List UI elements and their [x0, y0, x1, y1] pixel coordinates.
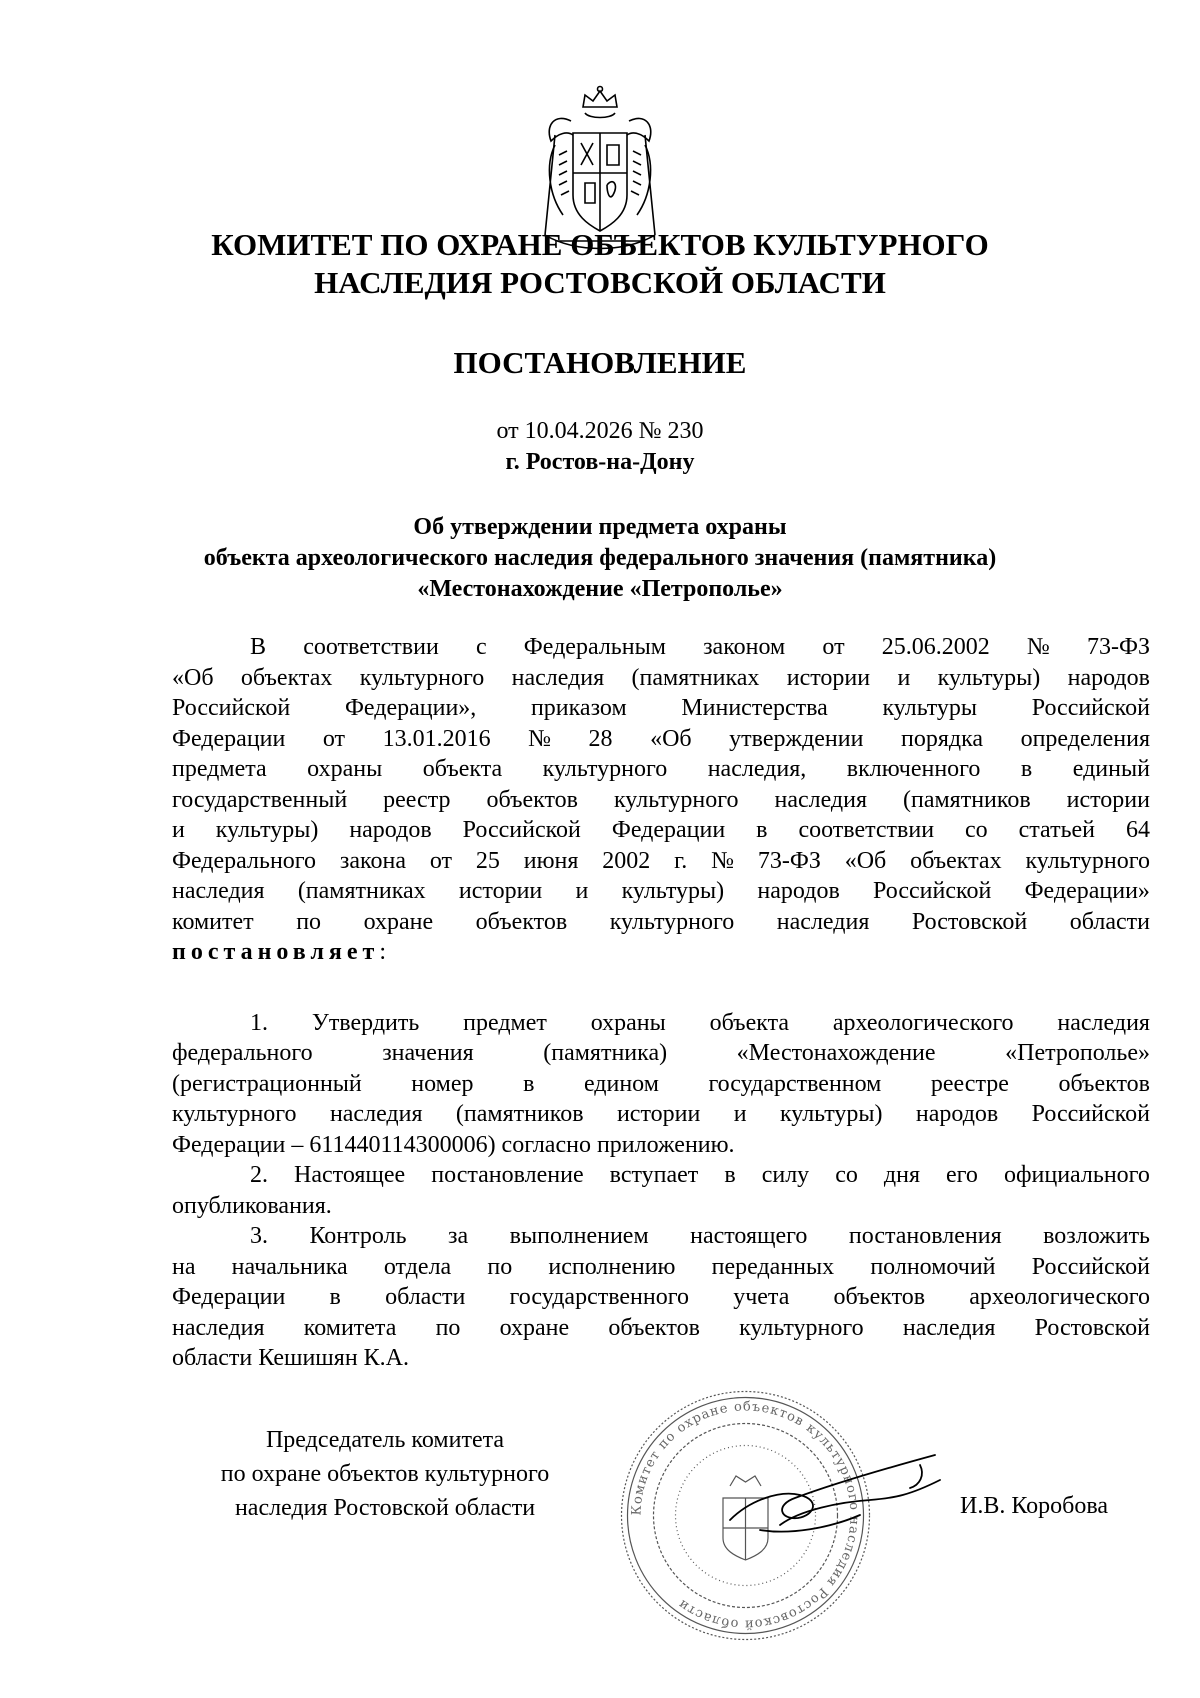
document-type: ПОСТАНОВЛЕНИЕ [453, 345, 747, 380]
seal-text: Комитет по охране объектов культурного наследия Ростовской области [629, 1399, 862, 1632]
text-line: Федерации от 13.01.2016 № 28 «Об утверждении порядка определения [172, 725, 1150, 752]
text-line: на начальника отдела по исполнению переданных полномочий Российской [172, 1253, 1150, 1280]
resolves-line [172, 937, 1150, 968]
preamble-paragraph [172, 632, 1150, 968]
text-line: государственный реестр объектов культурного наследия (памятников истории [172, 786, 1150, 813]
document-city: г. Ростов-на-Дону [505, 449, 695, 475]
text-line: (регистрационный номер в едином государственном реестре объектов [172, 1070, 1150, 1097]
document-date-number: от 10.04.2026 № 230 [496, 418, 704, 444]
signatory-title-line1: Председатель комитета [265, 1427, 505, 1453]
signatory-title [160, 1423, 610, 1525]
signatory-name: И.В. Коробова [960, 1493, 1109, 1519]
text-line: и культуры) народов Российской Федерации в соответствии со статьей 64 [172, 817, 1150, 843]
organization-name [0, 226, 1200, 302]
document-body [172, 632, 1150, 1374]
document-subject [0, 512, 1200, 605]
text-line: 3. Контроль за выполнением настоящего постановления возложить [250, 1223, 1150, 1249]
item-3-paragraph [172, 1221, 1150, 1374]
text-line: 1. Утвердить предмет охраны объекта археологического наследия [250, 1009, 1150, 1036]
item-1-paragraph [172, 1008, 1150, 1161]
text-line: «Об объектах культурного наследия (памятниках истории и культуры) народов [172, 664, 1150, 691]
text-line: федерального значения (памятника) «Местонахождение «Петрополье» [172, 1040, 1150, 1066]
subject-line3: «Местонахождение «Петрополье» [417, 576, 783, 602]
item-2-paragraph [172, 1160, 1150, 1221]
signatory-title-line2: по охране объектов культурного [220, 1461, 550, 1487]
text-line: наследия комитета по охране объектов культурного наследия Ростовской [172, 1314, 1150, 1341]
handwritten-signature-icon [720, 1440, 950, 1550]
organization-name-line1: КОМИТЕТ ПО ОХРАНЕ ОБЪЕКТОВ КУЛЬТУРНОГО [211, 227, 989, 262]
text-line: Федерального закона от 25 июня 2002 г. № 73-ФЗ «Об объектах культурного [172, 847, 1150, 874]
resolves-colon: : [379, 939, 386, 965]
text-line: Федерации в области государственного учета объектов археологического [172, 1284, 1150, 1310]
text-line: предмета охраны объекта культурного наследия, включенного в единый [172, 756, 1150, 782]
text-line: 2. Настоящее постановление вступает в силу со дня его официального [250, 1162, 1150, 1188]
text-line: культурного наследия (памятников истории и культуры) народов Российской [172, 1101, 1150, 1127]
text-line: опубликования. [172, 1192, 332, 1219]
subject-line1: Об утверждении предмета охраны [413, 514, 787, 540]
text-line: комитет по охране объектов культурного наследия Ростовской области [172, 908, 1150, 935]
resolves-word: постановляет [172, 939, 380, 965]
text-line: В соответствии с Федеральным законом от 25.06.2002 № 73-ФЗ [250, 634, 1150, 660]
text-line: области Кешишян К.А. [172, 1345, 409, 1371]
text-line: Российской Федерации», приказом Министерства культуры Российской [172, 695, 1150, 721]
signatory-title-line3: наследия Ростовской области [234, 1495, 536, 1521]
text-line: Федерации – 611440114300006) согласно приложению. [172, 1131, 735, 1158]
text-line: наследия (памятниках истории и культуры) народов Российской Федерации» [172, 878, 1150, 904]
subject-line2: объекта археологического наследия федерального значения (памятника) [203, 545, 997, 571]
organization-name-line2: НАСЛЕДИЯ РОСТОВСКОЙ ОБЛАСТИ [314, 265, 886, 300]
